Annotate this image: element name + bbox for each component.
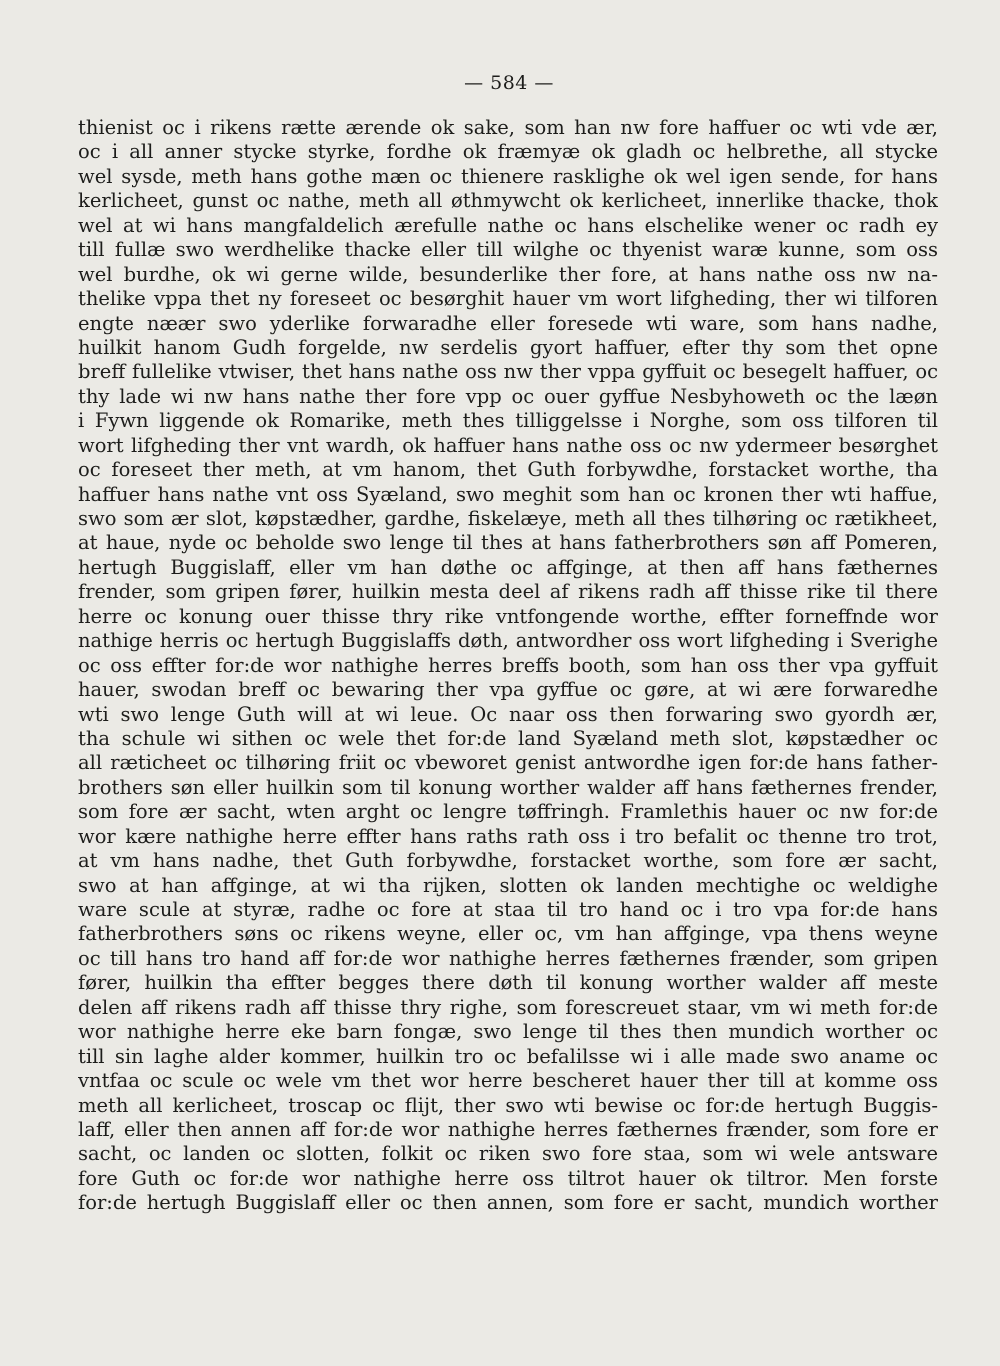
text-line: kerlicheet, gunst oc nathe, meth all øthmywcht ok kerlicheet, innerlike thacke, thok — [78, 189, 938, 213]
text-line: swo som ær slot, køpstædher, gardhe, fiskelæye, meth all thes tilhøring oc rætikheet, — [78, 507, 938, 530]
text-line: till sin laghe alder kommer, huilkin tro oc befalilsse wi i alle made swo aname oc — [78, 1044, 938, 1068]
text-line: ware scule at styræ, radhe oc fore at staa til tro hand oc i tro vpa for:de hans — [78, 898, 938, 921]
text-line: herre oc konung ouer thisse thry rike vntfongende worthe, effter forneffnde wor — [78, 604, 938, 628]
text-line: oc foreseet ther meth, at vm hanom, thet Guth forbywdhe, forstacket worthe, tha — [78, 458, 938, 482]
text-line: engte næær swo yderlike forwaradhe eller foresede wti ware, som hans nadhe, — [78, 311, 938, 335]
text-line: laff, eller then annen aff for:de wor nathighe herres fæthernes frænder, som fore er — [78, 1117, 938, 1141]
text-line: brothers søn eller huilkin som til konung worther walder aff hans fæthernes frender, — [78, 775, 938, 799]
text-line: hertugh Buggislaff, eller vm han døthe oc affginge, at then aff hans fæthernes — [78, 555, 938, 579]
text-line: meth all kerlicheet, troscap oc flijt, ther swo wti bewise oc for:de hertugh Buggis- — [78, 1093, 938, 1117]
text-line: breff fullelike vtwiser, thet hans nathe oss nw ther vppa gyffuit oc besegelt haffuer, oc — [78, 360, 938, 384]
text-line: fore Guth oc for:de wor nathighe herre oss tiltrot hauer ok tiltror. Men forste — [78, 1166, 938, 1190]
text-line: thy lade wi nw hans nathe ther fore vpp oc ouer gyffue Nesbyhoweth oc the læøn — [78, 384, 938, 408]
text-line: wort lifgheding ther vnt wardh, ok haffuer hans nathe oss oc nw ydermeer besørghet — [78, 433, 938, 457]
text-line: tha schule wi sithen oc wele thet for:de land Syæland meth slot, køpstædher oc — [78, 726, 938, 750]
text-line: nathige herris oc hertugh Buggislaffs døth, antwordher oss wort lifgheding i Sverighe — [78, 629, 938, 653]
text-line: hauer, swodan breff oc bewaring ther vpa gyffue oc gøre, at wi ære forwaredhe — [78, 678, 938, 702]
text-line: all ræticheet oc tilhøring friit oc vbeworet genist antwordhe igen for:de hans father- — [78, 751, 938, 775]
text-line: fatherbrothers søns oc rikens weyne, eller oc, vm han affginge, vpa thens weyne — [78, 922, 938, 946]
text-line: vntfaa oc scule oc wele vm thet wor herre bescheret hauer ther till at komme oss — [78, 1069, 938, 1093]
text-line: till fullæ swo werdhelike thacke eller till wilghe oc thyenist waræ kunne, som oss — [78, 238, 938, 262]
text-line: sacht, oc landen oc slotten, folkit oc riken swo fore staa, som wi wele antsware — [78, 1142, 938, 1166]
page-number: — 584 — — [464, 72, 554, 94]
text-line: wti swo lenge Guth will at wi leue. Oc naar oss then forwaring swo gyordh ær, — [78, 702, 938, 726]
text-line: thelike vppa thet ny foreseet oc besørghit hauer vm wort lifgheding, ther wi tilforen — [78, 287, 938, 311]
text-line: for:de hertugh Buggislaff eller oc then annen, som fore er sacht, mundich worther — [78, 1191, 938, 1215]
text-line: wor nathighe herre eke barn fongæ, swo lenge til thes then mundich worther oc — [78, 1020, 938, 1044]
text-line: wel burdhe, ok wi gerne wilde, besunderlike ther fore, at hans nathe oss nw na- — [78, 262, 938, 286]
text-line: i Fywn liggende ok Romarike, meth thes tilliggelsse i Norghe, som oss tilforen til — [78, 409, 938, 433]
text-line: oc till hans tro hand aff for:de wor nathighe herres fæthernes frænder, som gripen — [78, 946, 938, 970]
text-line: delen aff rikens radh aff thisse thry righe, som forescreuet staar, vm wi meth for:de — [78, 995, 938, 1019]
text-line: thienist oc i rikens rætte ærende ok sake, som han nw fore haffuer oc wti vde ær, — [78, 116, 938, 139]
text-line: wel at wi hans mangfaldelich ærefulle nathe oc hans elschelike wener oc radh ey — [78, 213, 938, 237]
text-line: haffuer hans nathe vnt oss Syæland, swo meghit som han oc kronen ther wti haffue, — [78, 482, 938, 506]
body-text — [78, 116, 938, 1216]
text-line: wor kære nathighe herre effter hans raths rath oss i tro befalit oc thenne tro trot, — [78, 824, 938, 848]
text-line: frender, som gripen fører, huilkin mesta deel af rikens radh aff thisse rike til there — [78, 580, 938, 604]
text-line: oc i all anner stycke styrke, fordhe ok fræmyæ ok gladh oc helbrethe, all stycke — [78, 140, 938, 164]
text-line: at vm hans nadhe, thet Guth forbywdhe, forstacket worthe, som fore ær sacht, — [78, 849, 938, 873]
text-line: at haue, nyde oc beholde swo lenge til thes at hans fatherbrothers søn aff Pomeren, — [78, 531, 938, 555]
text-line: swo at han affginge, at wi tha rijken, slotten ok landen mechtighe oc weldighe — [78, 873, 938, 897]
text-line: fører, huilkin tha effter begges there døth til konung worther walder aff meste — [78, 971, 938, 995]
text-line: oc oss effter for:de wor nathighe herres breffs booth, som han oss ther vpa gyffuit — [78, 653, 938, 677]
text-line: wel sysde, meth hans gothe mæn oc thienere rasklighe ok wel igen sende, for hans — [78, 164, 938, 188]
text-line: som fore ær sacht, wten arght oc lengre tøffringh. Framlethis hauer oc nw for:de — [78, 800, 938, 824]
text-line: huilkit hanom Gudh forgelde, nw serdelis gyort haffuer, efter thy som thet opne — [78, 335, 938, 359]
